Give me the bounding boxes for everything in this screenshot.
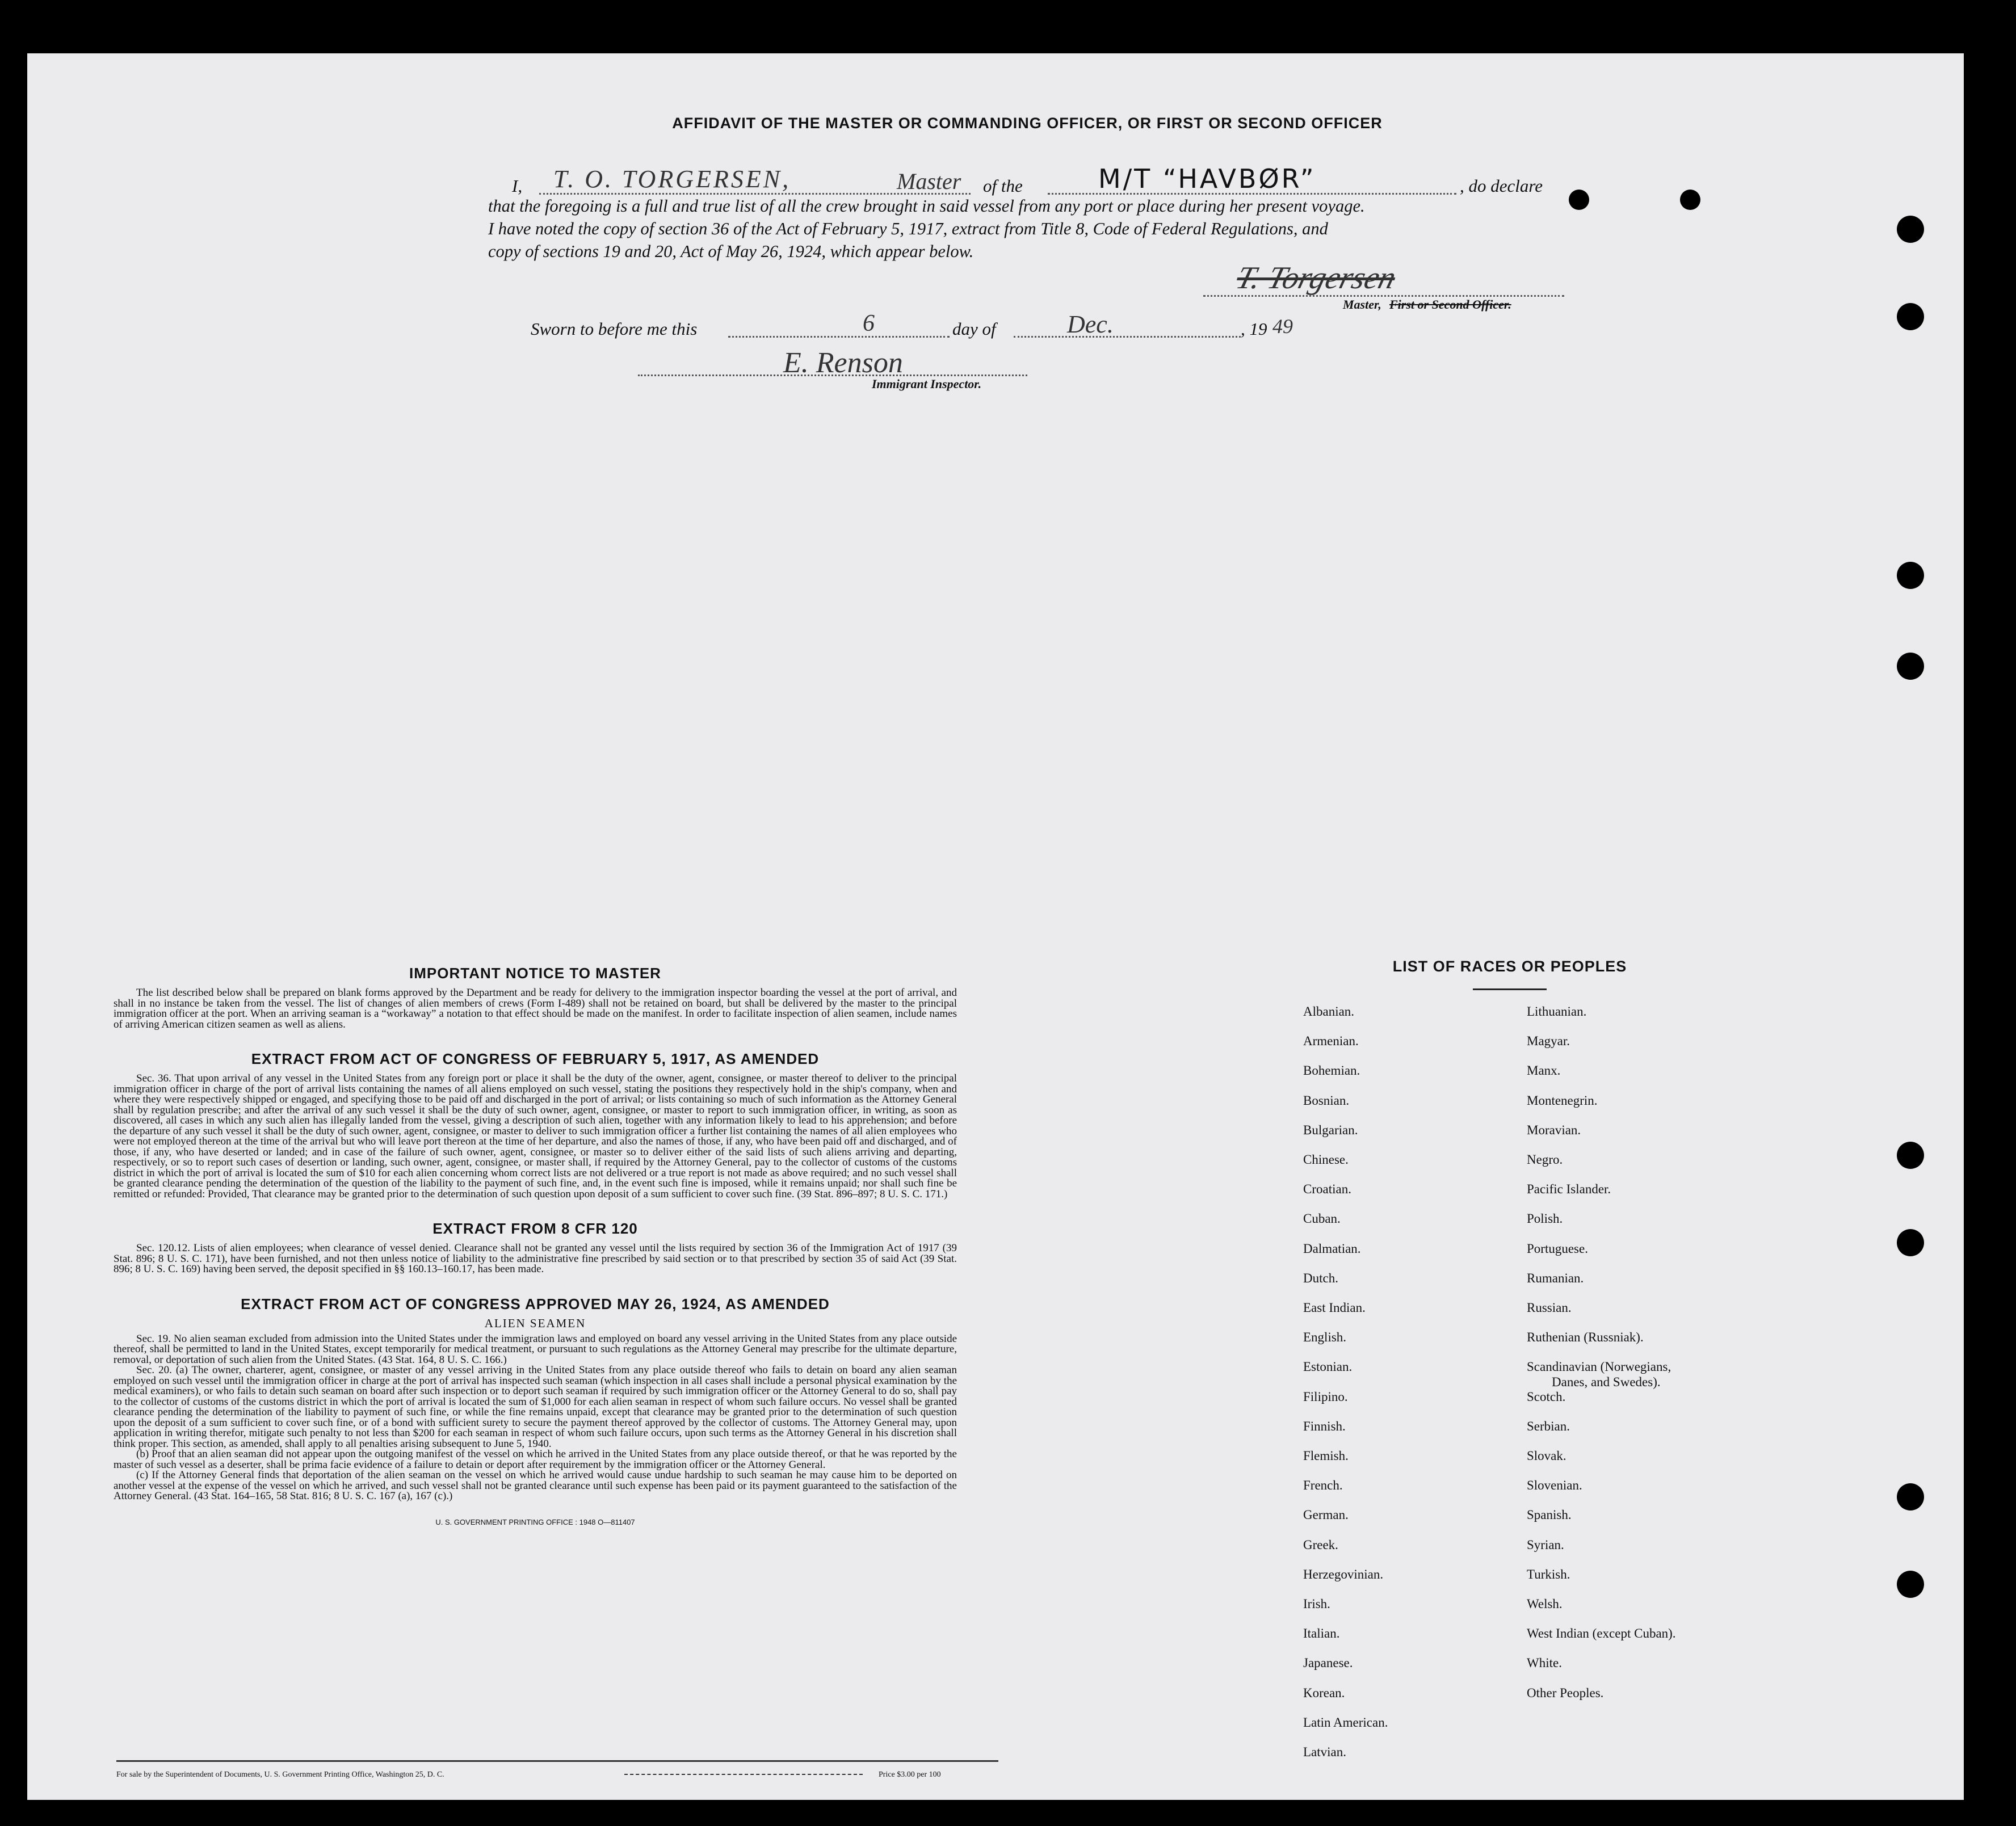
race-item: Bulgarian. — [1303, 1122, 1358, 1137]
extract-cfr-title: EXTRACT FROM 8 CFR 120 — [432, 1220, 638, 1237]
race-item: Dalmatian. — [1303, 1241, 1361, 1256]
of-the-label: of the — [983, 176, 1023, 196]
race-item: Polish. — [1527, 1211, 1563, 1226]
extract-cfr-text: Sec. 120.12. Lists of alien employees; when clearance of vessel denied. Clearance shall not be granted any vessel until the lists required by section 36 of the Immigration Act of 1917 (39 Stat. 896; 8 U. S. C. 171), have been furnished, and not then unless notice of liability to the administrative fine prescribed by said section or to that prescribed by section 35 of said Act (39 Stat. 896; 8 U. S. C. 169) having been served, the deposit specified in §§ 160.13–160.17, has been made. — [114, 1242, 957, 1275]
race-item: Korean. — [1303, 1685, 1345, 1700]
race-item: Japanese. — [1303, 1656, 1353, 1671]
punch-hole — [1897, 1483, 1924, 1511]
sec-20a-text: Sec. 20. (a) The owner, charterer, agent, consignee, or master of any vessel arriving in the United States from any place outside thereof who fails to detain on board any alien seaman employed on such vessel until the immigration officer in charge at the port of arrival has inspected such seaman (which inspection in all cases shall include a personal physical examination by the medical examiners), or who fails to detain such seaman on board after such inspection or to deport such seaman if required by such immigration officer or the Attorney General to do so, shall pay to the collector of customs of the customs district in which the port of arrival is located the sum of $1,000 for each alien seaman in respect of whom such failure occurs. No vessel shall be granted clearance pending the determination of the liability to payment of such fine, or while the fine remains unpaid, except that clearance may be granted prior to the determination of such question upon the deposit of a sum sufficient to cover such fine, or of a bond with sufficient surety to secure the payment thereof approved by the collector of customs. The Attorney General may, upon application in writing therefor, mitigate such penalty to not less than $200 for each seaman in respect of whom such failure occurs, upon such terms as the Attorney General in his discretion shall think proper. This section, as amended, shall apply to all penalties arising subsequent to June 5, 1940. — [114, 1364, 957, 1450]
sec-20c-text: (c) If the Attorney General finds that deportation of the alien seaman on the vessel on which he arrived would cause undue hardship to such seaman he may cause him to be deported on another vessel at the expense of the vessel on which he arrived, and such vessel shall not be granted clearance until such expense has been paid or its payment guaranteed to the satisfaction of the Attorney General. (43 Stat. 164–165, 58 Stat. 816; 8 U. S. C. 167 (a), 167 (c).) — [114, 1469, 957, 1502]
race-item: Greek. — [1303, 1537, 1338, 1552]
race-item: Magyar. — [1527, 1034, 1570, 1049]
inspector-label: Immigrant Inspector. — [872, 377, 982, 391]
race-item: English. — [1303, 1330, 1347, 1345]
race-item: Bosnian. — [1303, 1093, 1350, 1108]
footer-dashes — [624, 1774, 863, 1775]
notice-title: IMPORTANT NOTICE TO MASTER — [409, 965, 661, 982]
race-item: Syrian. — [1527, 1537, 1564, 1552]
race-item: Spanish. — [1527, 1508, 1572, 1522]
punch-hole — [1897, 1142, 1924, 1169]
punch-hole — [1569, 190, 1589, 210]
race-item: Albanian. — [1303, 1004, 1355, 1019]
punch-hole — [1897, 1229, 1924, 1256]
race-item: Montenegrin. — [1527, 1093, 1598, 1108]
race-item: Portuguese. — [1527, 1241, 1588, 1256]
master-name: T. O. TORGERSEN, — [553, 165, 791, 193]
sworn-label: Sworn to before me this — [531, 319, 698, 339]
race-item: Irish. — [1303, 1597, 1330, 1611]
document-sheet — [27, 53, 1964, 1800]
declaration-line-4: copy of sections 19 and 20, Act of May 26, 1924, which appear below. — [488, 242, 974, 261]
vessel-name: M/T “HAVBØR” — [1098, 163, 1316, 194]
race-item: Cuban. — [1303, 1211, 1341, 1226]
declaration-line-3: I have noted the copy of section 36 of the Act of February 5, 1917, extract from Title 8, Code of Federal Regulations, and — [488, 219, 1328, 238]
race-item: Croatian. — [1303, 1182, 1351, 1197]
race-item: Scandinavian (Norwegians, — [1527, 1360, 1671, 1374]
declaration-i-label: I, — [512, 176, 523, 196]
extract-1924-title: EXTRACT FROM ACT OF CONGRESS APPROVED MAY 26, 1924, AS AMENDED — [241, 1295, 830, 1312]
do-declare-label: , do declare — [1460, 176, 1543, 196]
races-title-rule — [1473, 988, 1547, 990]
footer-rule — [116, 1760, 998, 1762]
race-item: Filipino. — [1303, 1389, 1348, 1404]
race-item: West Indian (except Cuban). — [1527, 1626, 1676, 1641]
day-line — [728, 336, 950, 338]
race-item: Manx. — [1527, 1063, 1561, 1078]
master-rank: Master — [897, 169, 961, 194]
punch-hole — [1680, 190, 1700, 210]
day-of-label: day of — [952, 319, 996, 339]
punch-hole — [1897, 216, 1924, 243]
race-item: Italian. — [1303, 1626, 1340, 1641]
race-item: Scotch. — [1527, 1389, 1566, 1404]
race-item: Serbian. — [1527, 1419, 1570, 1433]
race-item: Dutch. — [1303, 1270, 1338, 1285]
master-label: Master, — [1343, 297, 1381, 312]
race-item: Chinese. — [1303, 1152, 1349, 1167]
race-item: Danes, and Swedes). — [1552, 1375, 1661, 1390]
race-item: Turkish. — [1527, 1567, 1570, 1581]
sworn-month: Dec. — [1067, 310, 1114, 338]
race-item: Estonian. — [1303, 1360, 1353, 1374]
footer-price: Price $3.00 per 100 — [879, 1770, 941, 1779]
race-item: Other Peoples. — [1527, 1685, 1604, 1700]
race-item: Bohemian. — [1303, 1063, 1360, 1078]
year-prefix: , 19 — [1241, 319, 1267, 339]
race-item: Russian. — [1527, 1301, 1572, 1315]
race-item: Herzegovinian. — [1303, 1567, 1384, 1581]
race-item: Slovak. — [1527, 1449, 1566, 1463]
punch-hole — [1897, 653, 1924, 680]
race-item: Latin American. — [1303, 1715, 1388, 1730]
punch-hole — [1897, 1571, 1924, 1598]
affidavit-title: AFFIDAVIT OF THE MASTER OR COMMANDING OFFICER, OR FIRST OR SECOND OFFICER — [672, 115, 1383, 132]
notices-column — [114, 965, 957, 1526]
race-item: French. — [1303, 1478, 1343, 1493]
month-line — [1014, 336, 1241, 338]
inspector-signature: E. Renson — [783, 347, 903, 379]
race-item: Ruthenian (Russniak). — [1527, 1330, 1644, 1345]
footer-sale-text: For sale by the Superintendent of Documents, U. S. Government Printing Office, Washington 25, D. C. — [116, 1770, 444, 1779]
alien-seamen-subtitle: ALIEN SEAMEN — [484, 1316, 586, 1330]
first-second-officer-label: First or Second Officer. — [1389, 297, 1511, 312]
punch-hole — [1897, 562, 1924, 589]
sec-20b-text: (b) Proof that an alien seaman did not appear upon the outgoing manifest of the vessel on which he arrived in the United States from any place outside thereof, or that he was reported by the master of such vessel as a deserter, shall be prima facie evidence of a failure to detain or deport after requirement by the immigration officer or the Attorney General. — [114, 1448, 957, 1471]
races-title: LIST OF RACES OR PEOPLES — [1392, 958, 1627, 975]
punch-hole — [1897, 303, 1924, 330]
race-item: Pacific Islander. — [1527, 1182, 1611, 1197]
declaration-line-2: that the foregoing is a full and true list of all the crew brought in said vessel from any port or place during her present voyage. — [488, 196, 1365, 216]
printing-office-line: U. S. GOVERNMENT PRINTING OFFICE : 1948 O—811407 — [435, 1517, 635, 1526]
extract-1917-title: EXTRACT FROM ACT OF CONGRESS OF FEBRUARY 5, 1917, AS AMENDED — [251, 1050, 820, 1067]
race-item: Negro. — [1527, 1152, 1563, 1167]
master-signature: T. Torgersen — [1232, 260, 1400, 296]
sec-19-text: Sec. 19. No alien seaman excluded from admission into the United States under the immigration laws and employed on board any vessel arriving in the United States from any place outside thereof, shall be permitted to land in the United States, except temporarily for medical treatment, or pursuant to such regulations as the Attorney General may prescribe for the ultimate departure, removal, or deportation of such alien from the United States. (43 Stat. 164, 8 U. S. C. 166.) — [114, 1332, 957, 1366]
race-item: Armenian. — [1303, 1034, 1359, 1049]
race-item: Finnish. — [1303, 1419, 1346, 1433]
race-item: White. — [1527, 1656, 1562, 1671]
race-item: Latvian. — [1303, 1745, 1346, 1759]
race-item: East Indian. — [1303, 1301, 1366, 1315]
sworn-day: 6 — [863, 310, 875, 336]
race-item: Lithuanian. — [1527, 1004, 1587, 1019]
race-item: Flemish. — [1303, 1449, 1349, 1463]
race-item: Slovenian. — [1527, 1478, 1582, 1493]
notice-text: The list described below shall be prepared on blank forms approved by the Department and be ready for delivery to the immigration inspector boarding the vessel at the port of arrival, and shall in no instance be taken from the vessel. The list of changes of alien members of crews (Form I-489) shall not be retained on board, but shall be delivered by the master to the principal immigration officer at the port. When an arriving seaman is a “workaway” a notation to that effect should be made on the manifest. In order to facilitate inspection of alien seamen, include names of arriving American citizen seamen as well as aliens. — [114, 987, 957, 1030]
sworn-year: 49 — [1272, 315, 1293, 338]
extract-1917-text: Sec. 36. That upon arrival of any vessel in the United States from any foreign port or place it shall be the duty of the owner, agent, consignee, or master thereof to deliver to the principal immigration officer in charge of the port of arrival lists containing the names of all aliens employed on such vessel, stating the positions they respectively hold in the ship's company, when and where they were respectively shipped or engaged, and specifying those to be paid off and discharged in the port of arrival; or lists containing so much of such information as the Attorney General shall by regulation prescribe; and after the arrival of any such vessel it shall be the duty of such owner, agent, consignee, or master to report to such immigration officer, in writing, as soon as discovered, all cases in which any such alien has illegally landed from the vessel, giving a description of such alien, together with any information likely to lead to his apprehension; and before the departure of any such vessel it shall be the duty of such owner, agent, consignee, or master to deliver to such immigration officer a further list containing the names of all alien employees who were not employed thereon at the time of the arrival but who will leave port thereon at the time of her departure, and also the names of those, if any, who have been paid off and discharged, and of those, if any, who have deserted or landed; and in case of the failure of such owner, agent, consignee, or master so to deliver either of the said lists of such aliens arriving and departing, respectively, or so to report such cases of desertion or landing, such owner, agent, consignee, or master shall, if required by the Attorney General, pay to the collector of customs of the customs district in which the port of arrival is located the sum of $10 for each alien concerning whom correct lists are not delivered or a true report is not made as above required; and no such vessel shall be granted clearance pending the determination of the question of the liability to the payment of such fine, and, in the event such fine is imposed, while it remains unpaid; nor shall such fine be remitted or refunded: Provided, That clearance may be granted prior to the determination of such question upon deposit of a sum sufficient to cover such fine. (39 Stat. 896–897; 8 U. S. C. 171.) — [114, 1072, 957, 1200]
race-item: Welsh. — [1527, 1597, 1563, 1611]
race-item: Rumanian. — [1527, 1270, 1584, 1285]
race-item: German. — [1303, 1508, 1349, 1522]
race-item: Moravian. — [1527, 1122, 1581, 1137]
